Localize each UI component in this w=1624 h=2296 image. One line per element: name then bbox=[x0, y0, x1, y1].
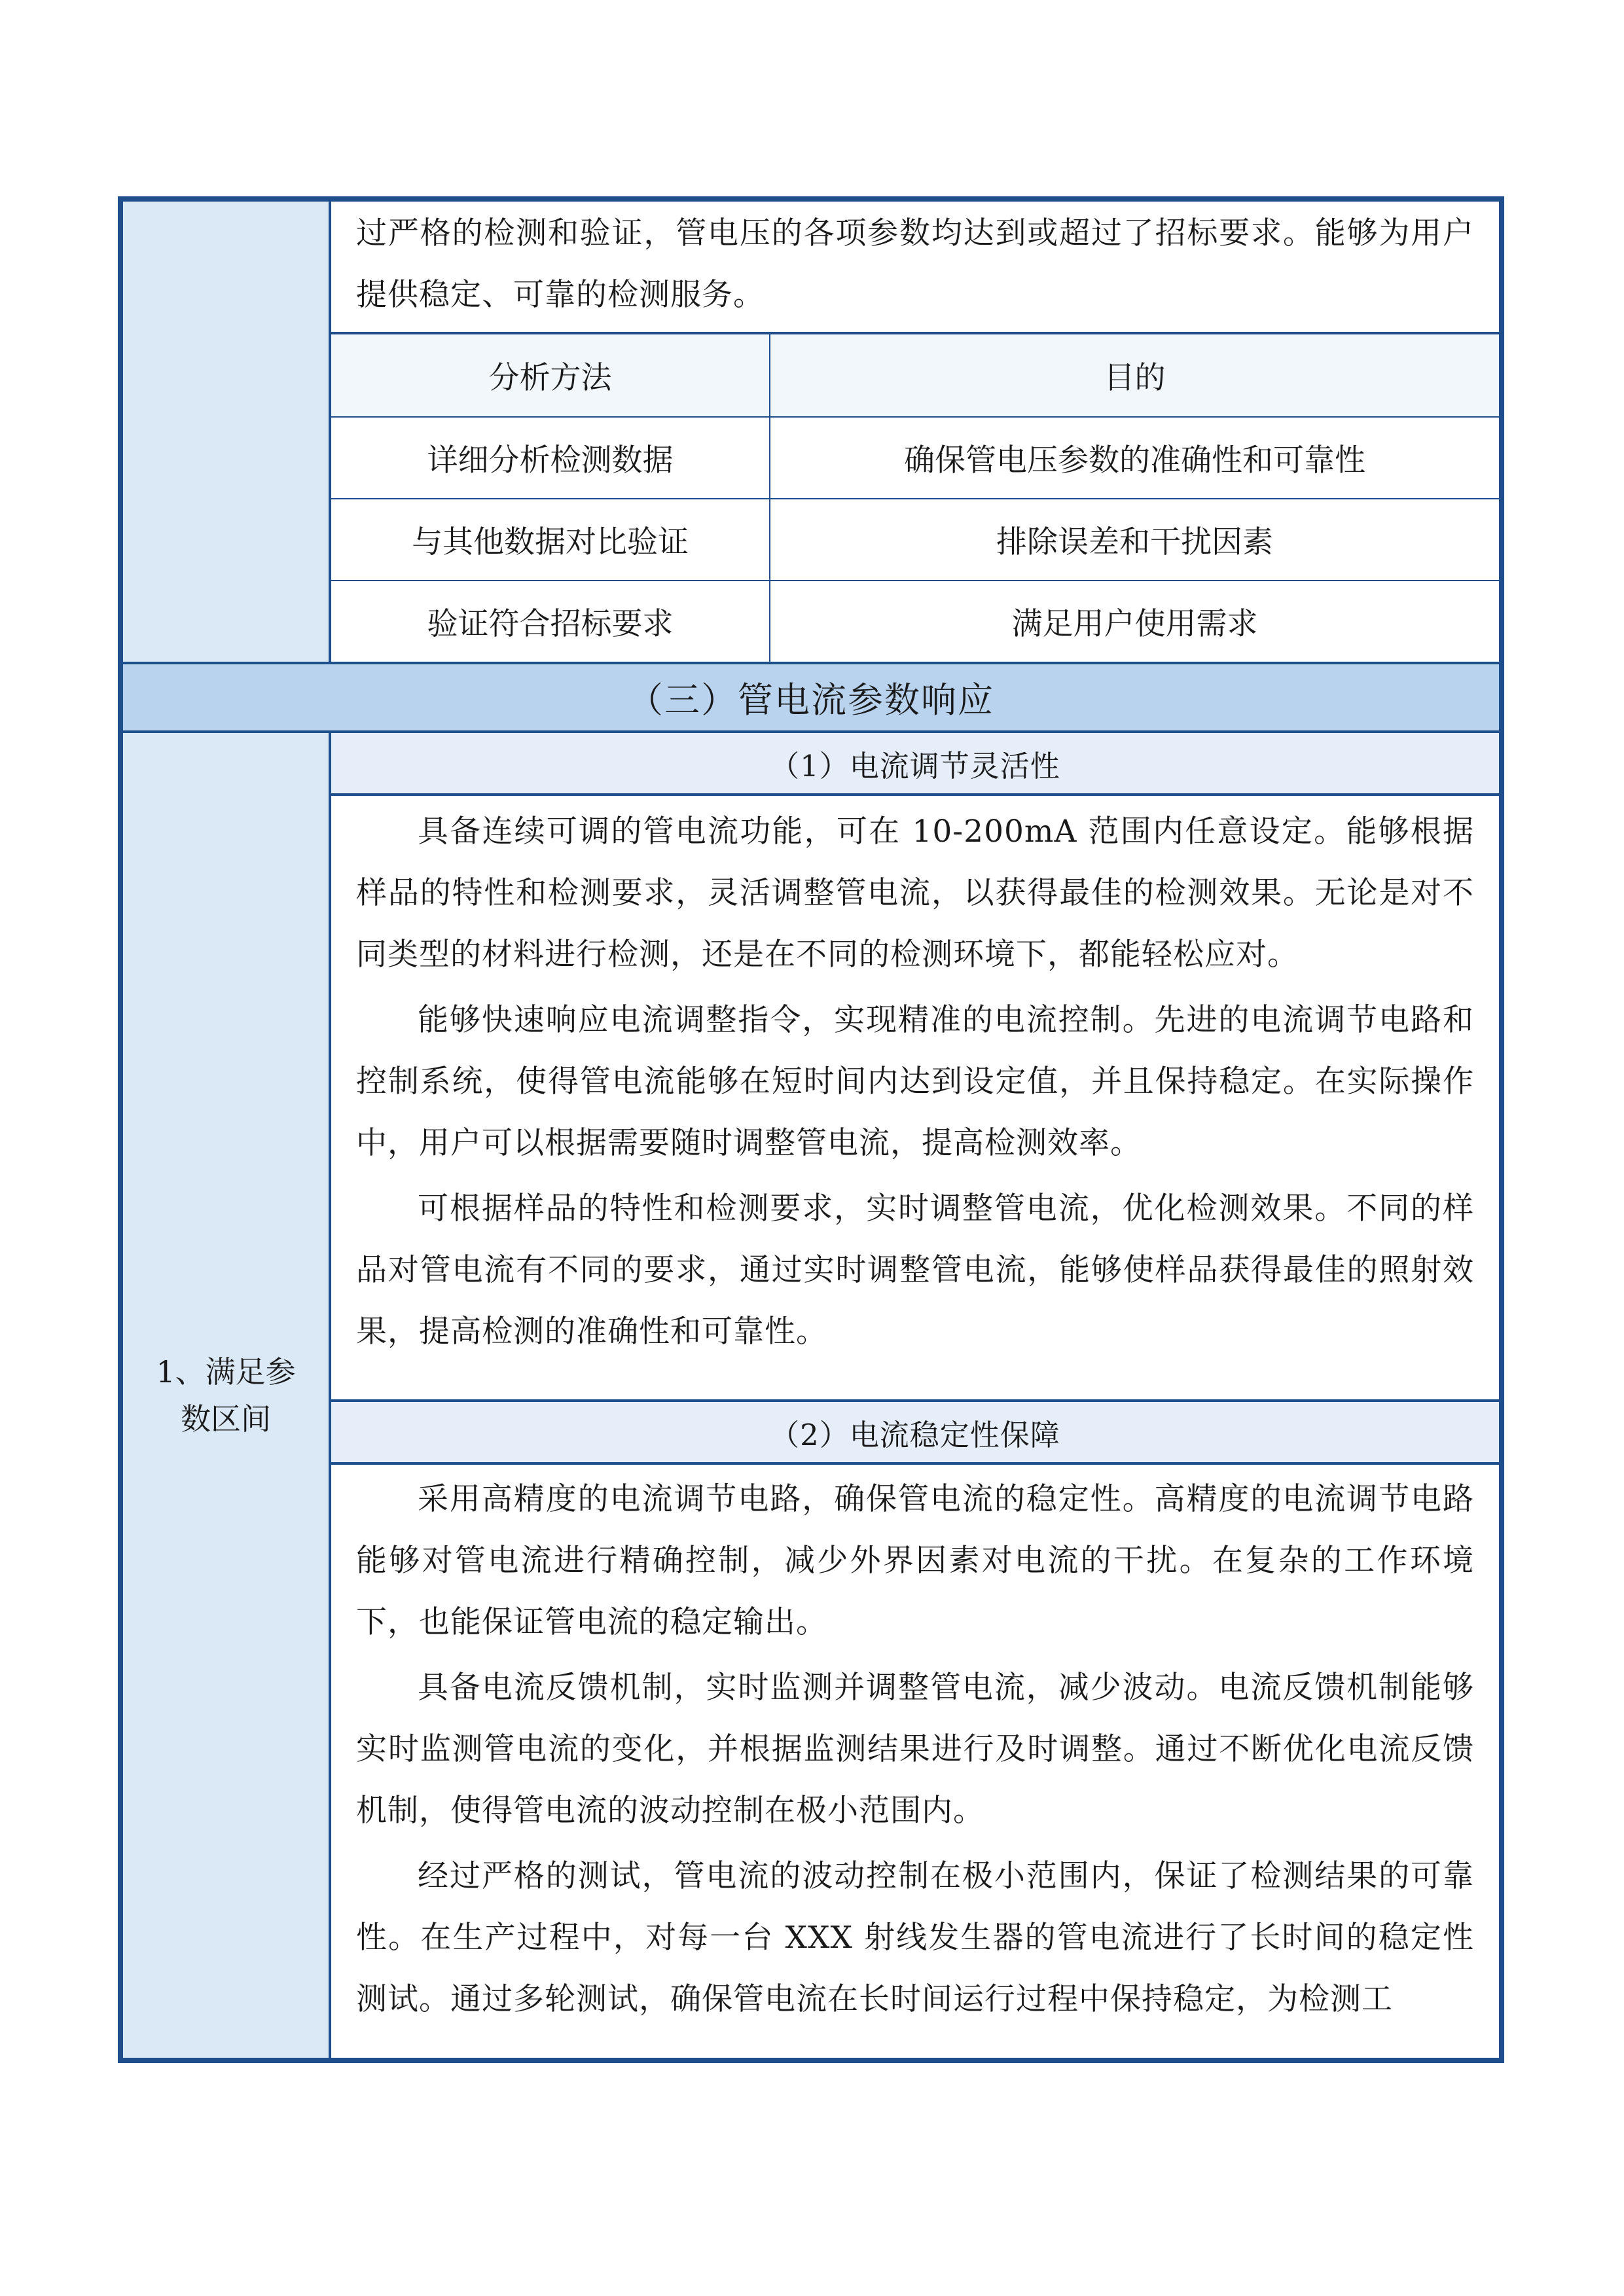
left-column-label-cell bbox=[123, 733, 331, 2058]
analysis-method-cell: 验证符合招标要求 bbox=[331, 581, 770, 662]
analysis-purpose-cell: 满足用户使用需求 bbox=[1011, 606, 1258, 642]
subsection-title-1: （1）电流调节灵活性 bbox=[331, 733, 1499, 796]
left-label: 1、满足参数区间 bbox=[156, 1354, 296, 1437]
paragraph: 采用高精度的电流调节电路，确保管电流的稳定性。高精度的电流调节电路能够对管电流进行精确控制，减少外界因素对电流的干扰。在复杂的工作环境下，也能保证管电流的稳定输出。 bbox=[356, 1481, 1474, 1640]
analysis-purpose-cell: 排除误差和干扰因素 bbox=[996, 524, 1273, 560]
analysis-row bbox=[331, 580, 1499, 662]
subsection-2-body bbox=[331, 1469, 1499, 2058]
paragraph: 具备连续可调的管电流功能，可在 10-200mA 范围内任意设定。能够根据样品的特性和检测要求，灵活调整管电流，以获得最佳的检测效果。无论是对不同类型的材料进行检测，还是在不同的检测环境下，都能轻松应对。 bbox=[356, 814, 1474, 973]
paragraph: 能够快速响应电流调整指令，实现精准的电流控制。先进的电流调节电路和控制系统，使得管电流能够在短时间内达到设定值，并且保持稳定。在实际操作中，用户可以根据需要随时调整管电流，提高检测效率。 bbox=[356, 1002, 1474, 1161]
analysis-purpose-cell: 确保管电压参数的准确性和可靠性 bbox=[904, 442, 1365, 478]
analysis-header-purpose: 目的 bbox=[1104, 360, 1166, 396]
analysis-row bbox=[331, 416, 1499, 498]
analysis-method-cell: 详细分析检测数据 bbox=[331, 418, 770, 498]
analysis-table bbox=[331, 334, 1499, 662]
top-paragraph-cell bbox=[331, 202, 1499, 334]
subsection-1-body bbox=[331, 801, 1499, 1456]
paragraph: 可根据样品的特性和检测要求，实时调整管电流，优化检测效果。不同的样品对管电流有不同的要求，通过实时调整管电流，能够使样品获得最佳的照射效果，提高检测的准确性和可靠性。 bbox=[356, 1191, 1474, 1350]
analysis-method-cell: 与其他数据对比验证 bbox=[331, 499, 770, 580]
top-paragraph: 过严格的检测和验证，管电压的各项参数均达到或超过了招标要求。能够为用户提供稳定、可靠的检测服务。 bbox=[356, 215, 1474, 313]
analysis-header-row bbox=[331, 334, 1499, 416]
analysis-header-method: 分析方法 bbox=[331, 334, 770, 416]
section-title: （三）管电流参数响应 bbox=[123, 662, 1499, 733]
paragraph: 具备电流反馈机制，实时监测并调整管电流，减少波动。电流反馈机制能够实时监测管电流的变化，并根据监测结果进行及时调整。通过不断优化电流反馈机制，使得管电流的波动控制在极小范围内。 bbox=[356, 1670, 1474, 1829]
subsection-title-2: （2）电流稳定性保障 bbox=[331, 1399, 1499, 1465]
left-column-continuation bbox=[123, 202, 331, 662]
document-table bbox=[118, 196, 1504, 2063]
paragraph: 经过严格的测试，管电流的波动控制在极小范围内，保证了检测结果的可靠性。在生产过程中，对每一台 XXX 射线发生器的管电流进行了长时间的稳定性测试。通过多轮测试，确保管电流在长时间运行过程中保持稳定，为检测工 bbox=[356, 1858, 1474, 2017]
analysis-row bbox=[331, 498, 1499, 580]
